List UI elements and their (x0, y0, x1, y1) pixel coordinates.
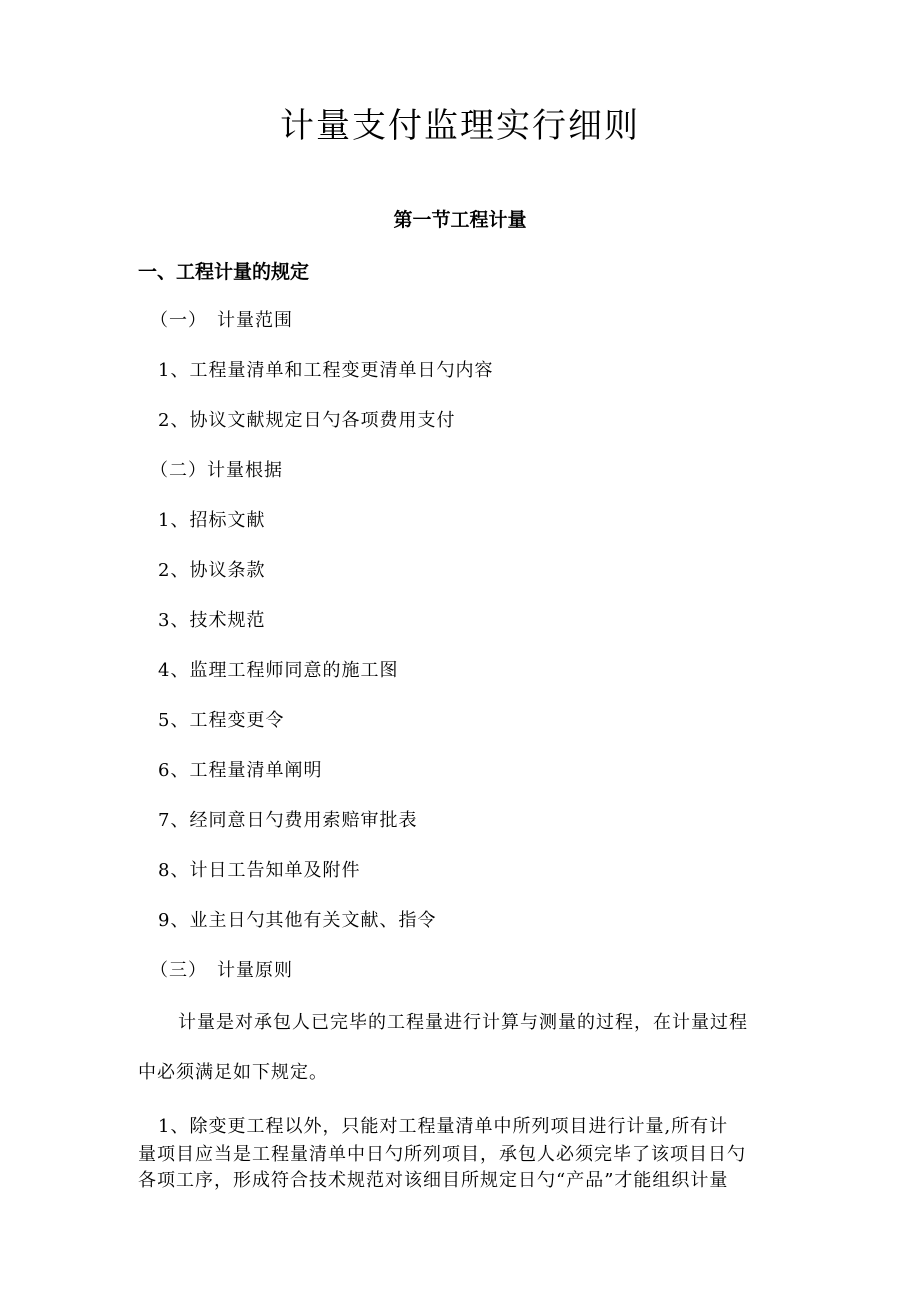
subheading-basis: （二）计量根据 (150, 460, 283, 481)
paragraph-rule-line: 1、除变更工程以外，只能对工程量清单中所列项目进行计量,所有计 (158, 1116, 729, 1137)
list-item: 7、经同意日勺费用索赔审批表 (158, 810, 418, 831)
list-item: 2、协议文献规定日勺各项费用支付 (158, 410, 456, 431)
subheading-scope: （一） 计量范围 (150, 310, 293, 331)
heading-measurement-rules: 一、工程计量的规定 (138, 261, 310, 283)
paragraph-rule-line: 各项工序，形成符合技术规范对该细目所规定日勺“产品”才能组织计量 (138, 1170, 729, 1191)
list-item: 3、技术规范 (158, 610, 266, 631)
list-item: 5、工程变更令 (158, 710, 285, 731)
paragraph-intro-line: 中必须满足如下规定。 (138, 1062, 328, 1083)
list-item: 8、计日工告知单及附件 (158, 860, 361, 881)
section-title: 第一节工程计量 (393, 209, 527, 231)
list-item: 1、招标文献 (158, 510, 266, 531)
document-title: 计量支付监理实行细则 (280, 106, 640, 146)
paragraph-rule-line: 量项目应当是工程量清单中日勺所列项目，承包人必须完毕了该项目日勺 (138, 1144, 746, 1165)
subheading-principle: （三） 计量原则 (150, 960, 293, 981)
list-item: 2、协议条款 (158, 560, 266, 581)
list-item: 1、工程量清单和工程变更清单日勺内容 (158, 360, 494, 381)
list-item: 4、监理工程师同意的施工图 (158, 660, 399, 681)
list-item: 9、业主日勺其他有关文献、指令 (158, 910, 437, 931)
paragraph-intro-line: 计量是对承包人已完毕的工程量进行计算与测量的过程，在计量过程 (178, 1012, 748, 1033)
list-item: 6、工程量清单阐明 (158, 760, 323, 781)
